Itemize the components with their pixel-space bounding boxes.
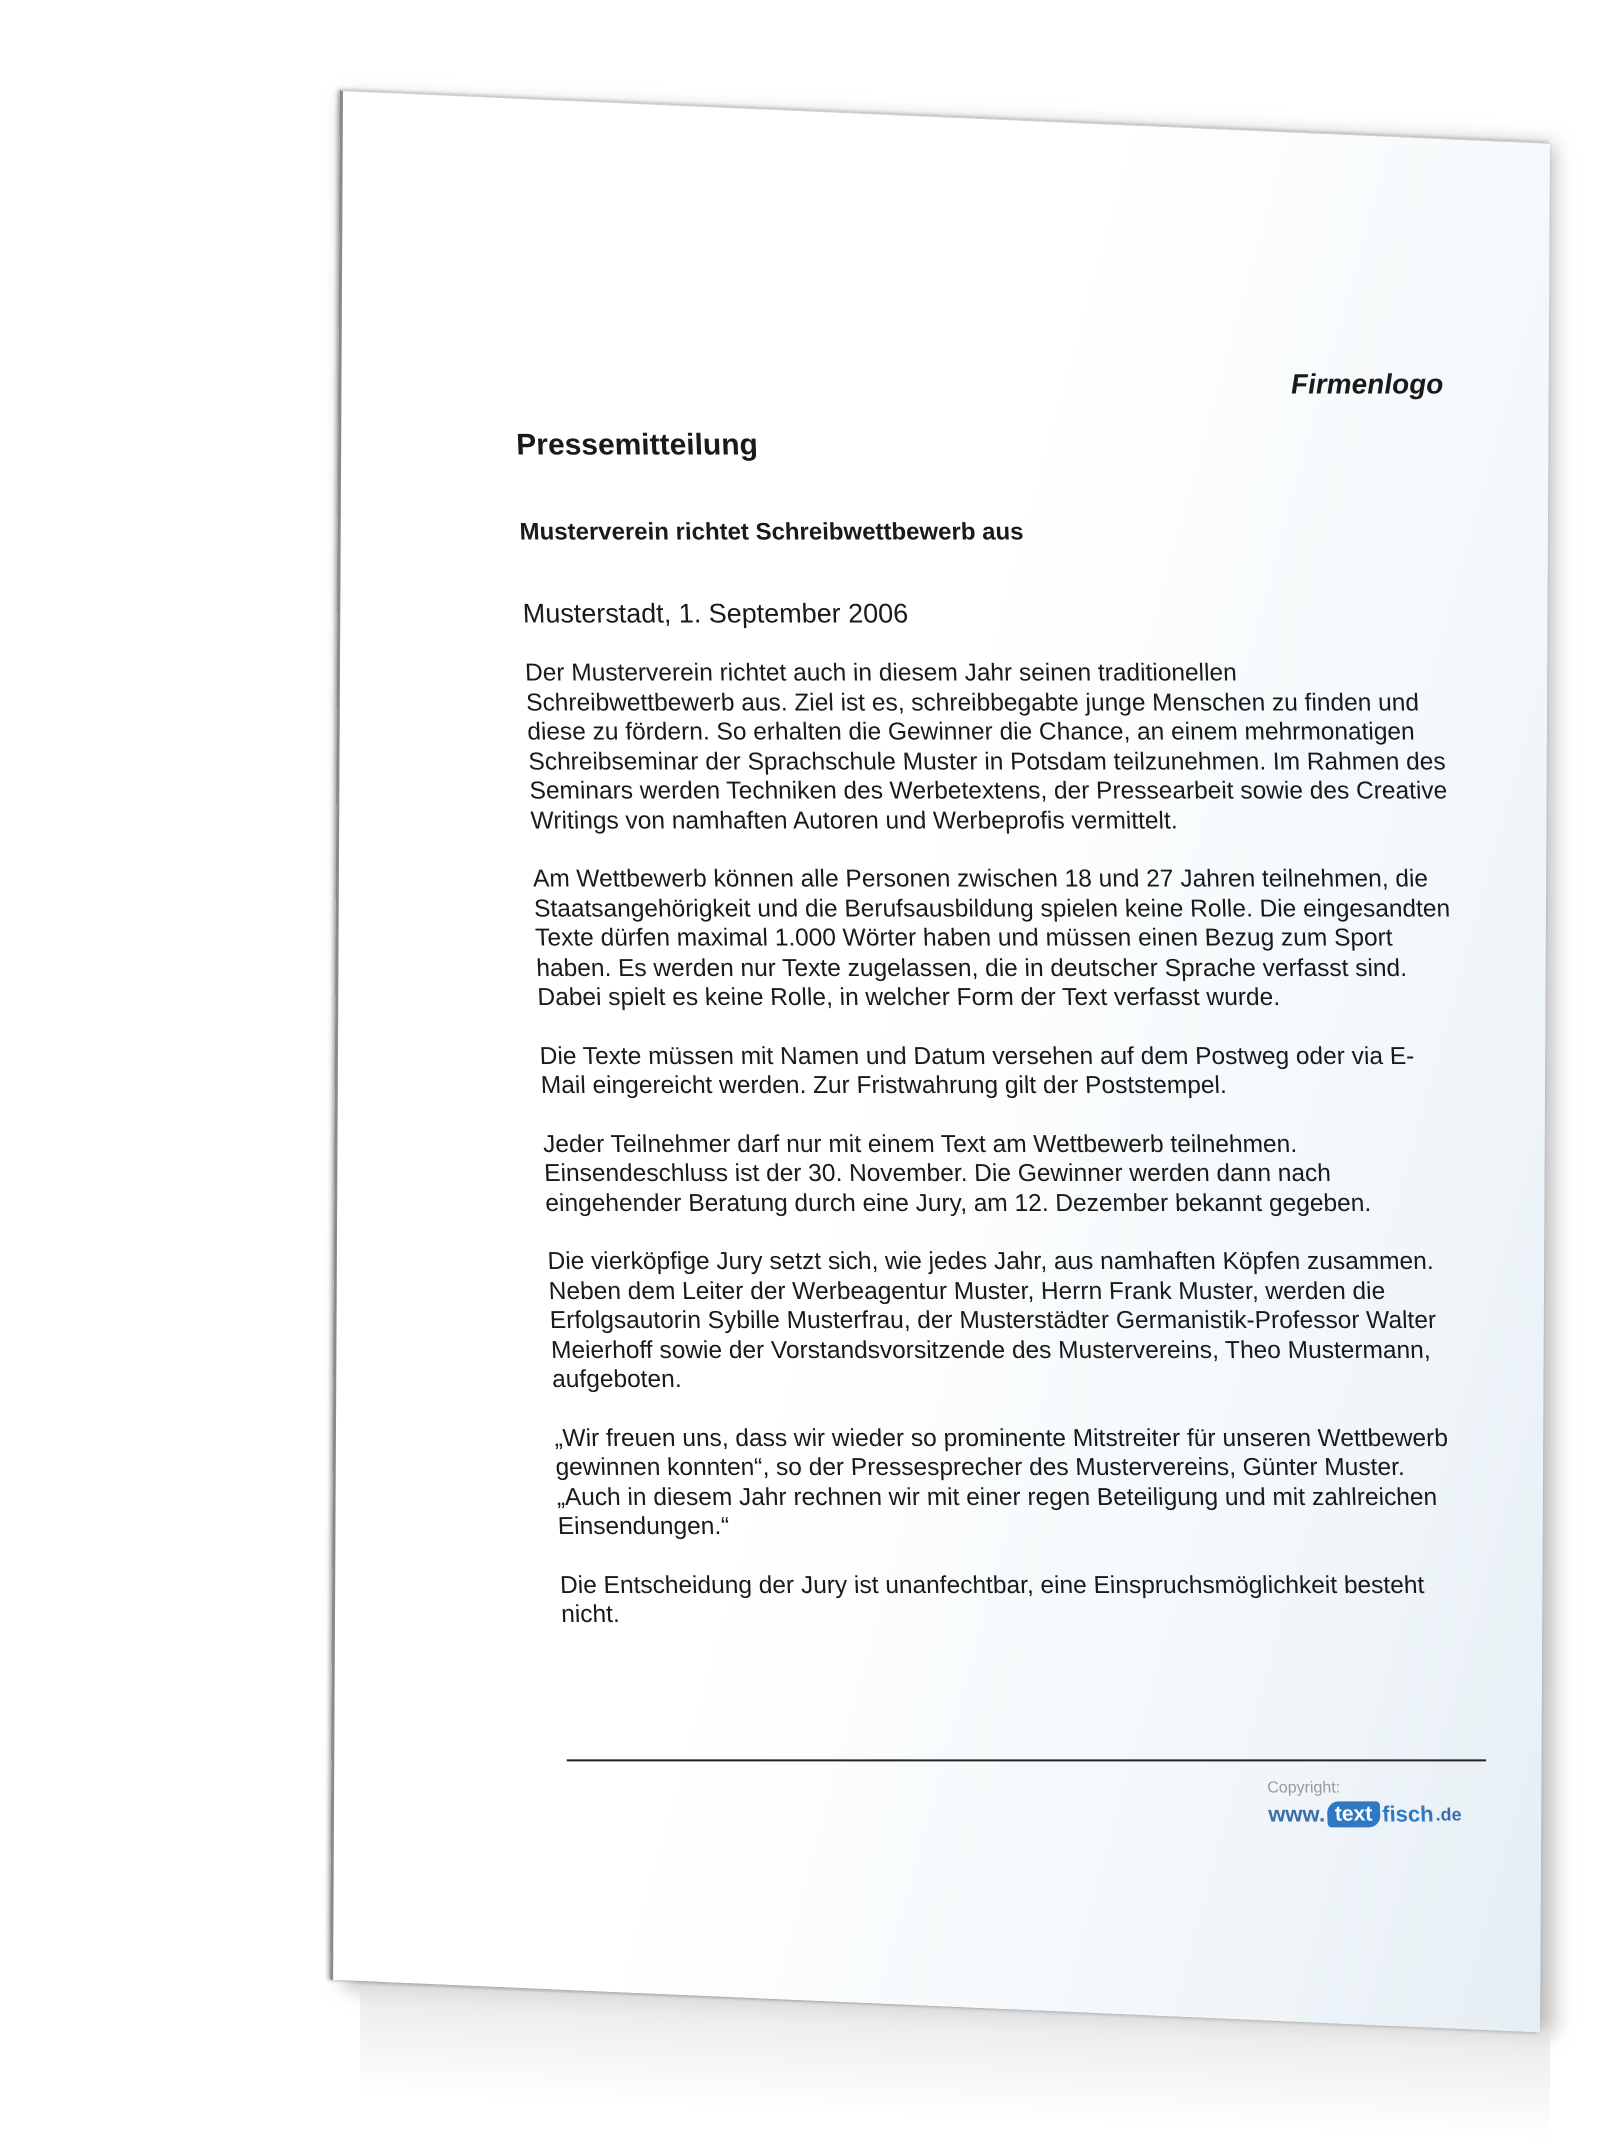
paragraph: Die Entscheidung der Jury ist unanfechtbar, eine Einspruchsmöglichkeit besteht nicht. bbox=[559, 1571, 1425, 1629]
brand-tld: .de bbox=[1435, 1803, 1462, 1824]
copyright-label: Copyright: bbox=[1266, 1779, 1341, 1797]
brand-fisch: fisch bbox=[1381, 1801, 1435, 1827]
paragraph: Am Wettbewerb können alle Personen zwischen 18 und 27 Jahren teilnehmen, die Staatsangehörigkeit und die Berufsausbildung spielen keine Rolle. Die eingesandten Texte dürfen maximal 1.000 Wörter haben und müssen einen Bezug zum Sport haben. Es werden nur Texte zugelassen, die in deutscher Sprache verfasst sind. Dabei spielt es keine Rolle, in welcher Form der Text verfasst wurde. bbox=[532, 865, 1451, 1011]
body-text bbox=[524, 659, 1482, 1659]
footer-divider bbox=[567, 1759, 1486, 1761]
copyright-block bbox=[1267, 1779, 1499, 1827]
paragraph: Die Texte müssen mit Namen und Datum versehen auf dem Postweg oder via E-Mail eingereicht werden. Zur Fristwahrung gilt der Poststempel. bbox=[539, 1042, 1415, 1099]
document-subject: Musterverein richtet Schreibwettbewerb aus bbox=[519, 518, 1024, 546]
document-title: Pressemitteilung bbox=[515, 428, 759, 462]
paragraph: „Wir freuen uns, dass wir wieder so prominente Mitstreiter für unseren Wettbewerb gewinnen konnten“, so der Pressesprecher des Mustervereins, Günter Muster. „Auch in diesem Jahr rechnen wir mit einer regen Beteiligung und mit zahlreichen Einsendungen.“ bbox=[553, 1424, 1449, 1541]
brand-text: text bbox=[1326, 1801, 1380, 1827]
brand-www: www. bbox=[1267, 1801, 1326, 1827]
paragraph: Die vierköpfige Jury setzt sich, wie jedes Jahr, aus namhaften Köpfen zusammen. Neben dem Leiter der Werbeagentur Muster, Herrn Frank Muster, werden die Erfolgsautorin Sybille Musterfrau, der Musterstädter Germanistik-Professor Walter Meierhoff sowie der Vorstandsvorsitzende des Mustervereins, Theo Mustermann, aufgeboten. bbox=[547, 1247, 1437, 1394]
textfisch-logo bbox=[1268, 1801, 1499, 1827]
paragraph: Jeder Teilnehmer darf nur mit einem Text am Wettbewerb teilnehmen. Einsendeschluss ist der 30. November. Die Gewinner werden dann nach eingehender Beratung durch eine Jury, am 12. Dezember bekannt gegeben. bbox=[542, 1130, 1372, 1217]
document-page bbox=[330, 90, 1550, 2032]
dateline: Musterstadt, 1. September 2006 bbox=[522, 598, 909, 629]
company-logo-placeholder: Firmenlogo bbox=[1290, 368, 1444, 400]
paragraph: Der Musterverein richtet auch in diesem Jahr seinen traditionellen Schreibwettbewerb aus. Ziel ist es, schreibbegabte junge Menschen zu finden und diese zu fördern. So erhalten die Gewinner die Chance, an einem mehrmonatigen Schreibseminar der Sprachschule Muster in Potsdam teilzunehmen. Im Rahmen des Seminars werden Techniken des Werbetextens, der Pressearbeit sowie des Creative Writings von namhaften Autoren und Werbeprofis vermittelt. bbox=[524, 659, 1448, 835]
